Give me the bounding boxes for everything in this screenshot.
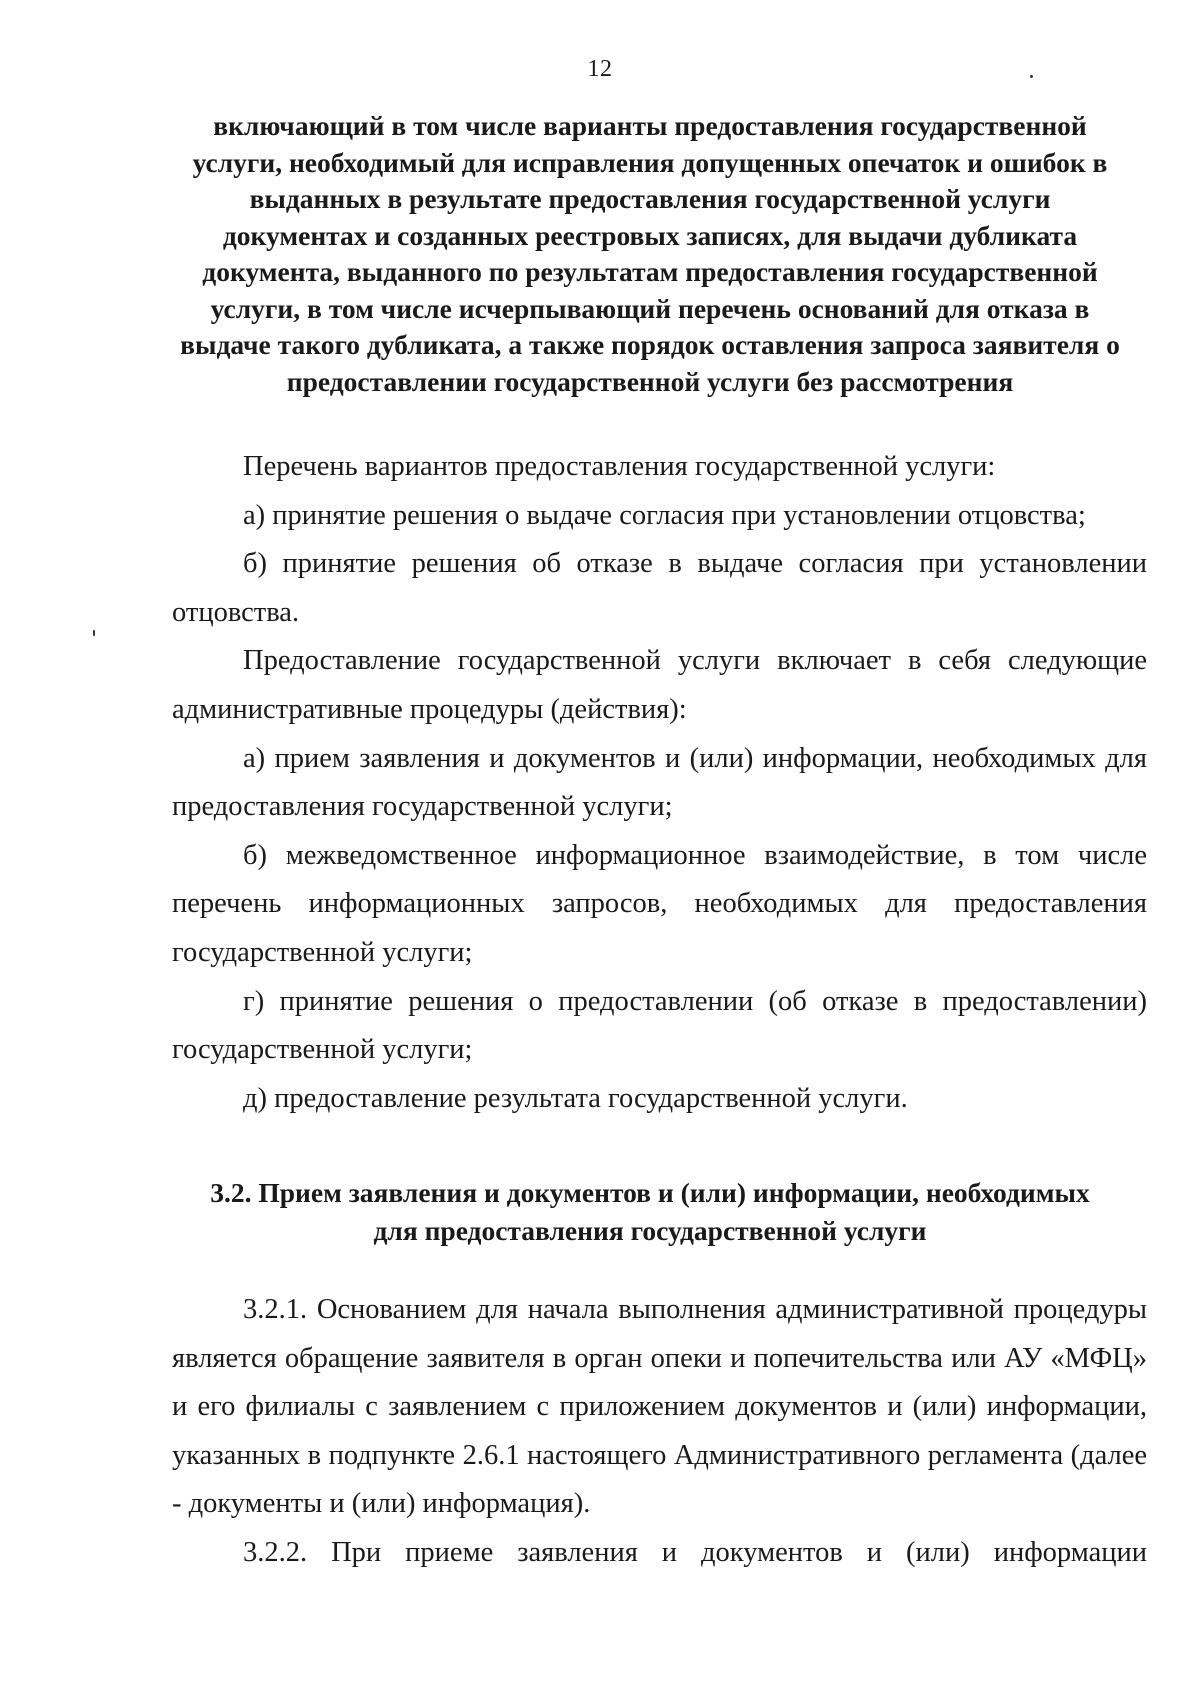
heading-line: документах и созданных реестровых записях, для выдачи дубликата xyxy=(222,219,1078,251)
list-item: б) принятие решения об отказе в выдаче согласия при установлении отцовства. xyxy=(172,548,1147,628)
heading-line: предоставлении государственной услуги без рассмотрения xyxy=(286,365,1014,397)
list-item: б) межведомственное информационное взаимодействие, в том числе перечень информационных запросов, необходимых для предоставления государственной услуги; xyxy=(172,839,1147,968)
paragraph: 3.2.2. При приеме заявления и документов и (или) информации xyxy=(243,1536,1147,1568)
body-text-block xyxy=(172,443,1147,1123)
body-text-block xyxy=(172,1286,1147,1578)
list-item: г) принятие решения о предоставлении (об отказе в предоставлении) государственной услуги; xyxy=(172,985,1147,1066)
subsection-heading xyxy=(150,1174,1150,1250)
heading-line: услуги, в том числе исчерпывающий перечень оснований для отказа в xyxy=(210,292,1090,324)
scan-speck xyxy=(93,630,95,636)
heading-line: включающий в том числе варианты предоставления государственной xyxy=(213,110,1087,141)
heading-line: документа, выданного по результатам предоставления государственной xyxy=(202,256,1098,287)
list-item: д) предоставление результата государственной услуги. xyxy=(243,1082,908,1114)
list-item: а) прием заявления и документов и (или) информации, необходимых для предоставления государственной услуги; xyxy=(172,742,1147,823)
paragraph: Перечень вариантов предоставления государственной услуги: xyxy=(243,451,996,482)
paragraph: Предоставление государственной услуги включает в себя следующие административные процедуры (действия): xyxy=(172,645,1147,725)
list-item: а) принятие решения о выдаче согласия при установлении отцовства; xyxy=(243,499,1086,531)
heading-line: услуги, необходимый для исправления допущенных опечаток и ошибок в xyxy=(192,146,1108,178)
page-number: 12 xyxy=(587,56,613,82)
heading-line: 3.2. Прием заявления и документов и (или) информации, необходимых xyxy=(210,1177,1090,1208)
paragraph: 3.2.1. Основанием для начала выполнения административной процедуры является обращение заявителя в орган опеки и попечительства или АУ «МФЦ» и его филиалы с заявлением с приложением документов и (или) информации, указанных в подпункте 2.6.1 настоящего Административного регламента (далее - документы и (или) информация). xyxy=(172,1294,1147,1520)
scan-speck xyxy=(1030,75,1033,78)
heading-line: выдаче такого дубликата, а также порядок оставления запроса заявителя о xyxy=(180,329,1120,360)
heading-line: для предоставления государственной услуги xyxy=(373,1215,927,1246)
heading-line: выданных в результате предоставления государственной услуги xyxy=(249,183,1051,214)
section-heading xyxy=(150,108,1150,400)
